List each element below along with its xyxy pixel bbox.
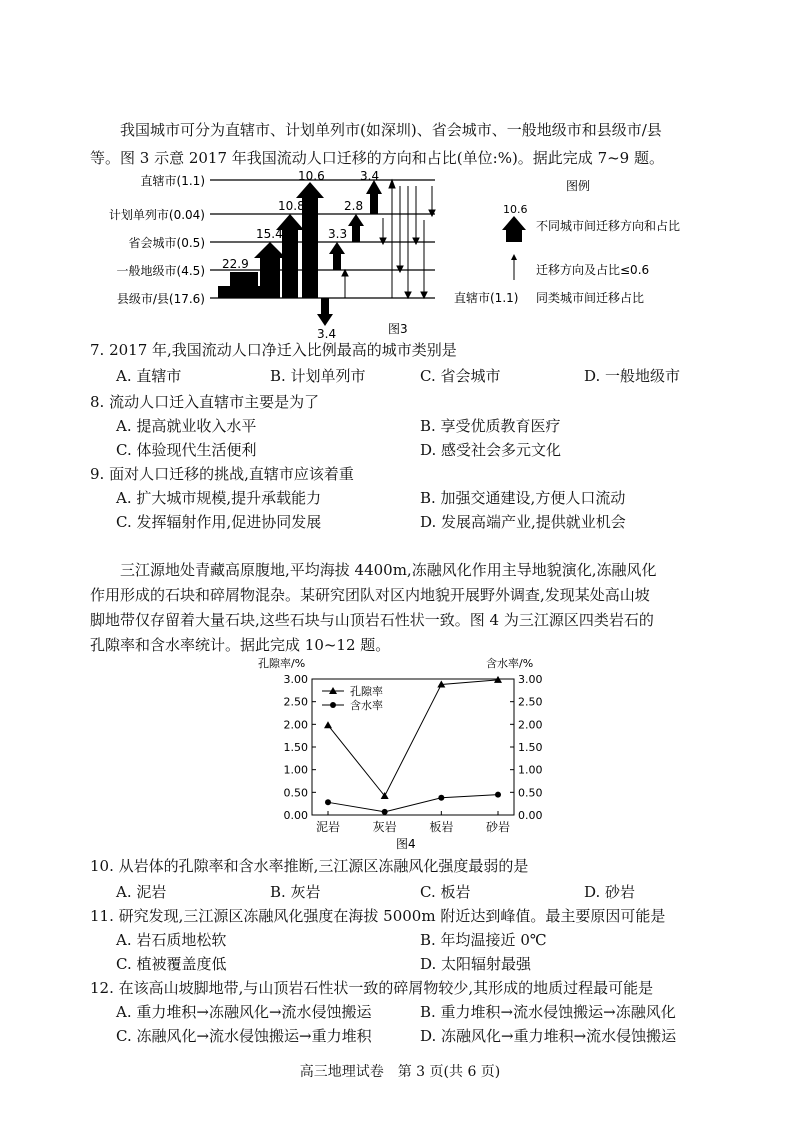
left-tick-label: 2.50 — [283, 695, 308, 709]
fig3-value-label: 10.8 — [278, 199, 305, 213]
fig3-row-label: 省会城市(0.5) — [128, 236, 205, 250]
right-tick-label: 0.50 — [518, 786, 543, 800]
q7-option-d[interactable]: D. 一般地级市 — [584, 367, 681, 385]
figure-4-chart — [256, 655, 556, 855]
legend-same-label: 直辖市(1.1) — [454, 291, 519, 305]
intro1-line1: 我国城市可分为直辖市、计划单列市(如深圳)、省会城市、一般地级市和县级市/县 — [120, 121, 662, 139]
left-tick-label: 1.00 — [283, 763, 308, 777]
q11-option-a[interactable]: A. 岩石质地松软 — [116, 931, 227, 949]
q12-stem: 12. 在该高山坡脚地带,与山顶岩石性状一致的碎屑物较少,其形成的地质过程最可能是 — [90, 979, 654, 997]
fig3-row-label: 县级市/县(17.6) — [116, 292, 205, 306]
triangle-point — [324, 721, 332, 728]
arrow-3.3 — [329, 242, 345, 270]
fig4-caption: 图4 — [396, 837, 416, 851]
intro2-line4: 孔隙率和含水率统计。据此完成 10~12 题。 — [90, 636, 391, 654]
q10-option-c[interactable]: C. 板岩 — [420, 883, 471, 901]
legend-title: 图例 — [566, 179, 591, 193]
q9-option-a[interactable]: A. 扩大城市规模,提升承载能力 — [116, 489, 322, 507]
q9-option-d[interactable]: D. 发展高端产业,提供就业机会 — [420, 513, 626, 531]
q12-option-c[interactable]: C. 冻融风化→流水侵蚀搬运→重力堆积 — [116, 1027, 372, 1045]
q11-option-d[interactable]: D. 太阳辐射最强 — [420, 955, 532, 973]
intro2-line3: 脚地带仅存留着大量石块,这些石块与山顶岩石性状一致。图 4 为三江源区四类岩石的 — [90, 611, 654, 629]
fig3-value-label: 22.9 — [222, 257, 249, 271]
q11-option-c[interactable]: C. 植被覆盖度低 — [116, 955, 227, 973]
legend-thin-arrow-icon — [511, 254, 517, 260]
x-tick-label: 灰岩 — [372, 820, 397, 834]
fig3-value-label: 3.3 — [328, 227, 348, 241]
arrow-3.4-up — [366, 180, 382, 214]
right-tick-label: 0.00 — [518, 809, 543, 822]
right-tick-label: 2.50 — [518, 695, 543, 709]
x-tick-label: 砂岩 — [485, 820, 511, 834]
page-footer: 高三地理试卷 第 3 页(共 6 页) — [299, 1064, 501, 1080]
legend-label: 孔隙率 — [350, 685, 383, 698]
q10-option-d[interactable]: D. 砂岩 — [584, 883, 636, 901]
q9-stem: 9. 面对人口迁移的挑战,直辖市应该着重 — [90, 465, 354, 483]
q8-option-b[interactable]: B. 享受优质教育医疗 — [420, 417, 561, 435]
legend-circle-icon — [330, 702, 336, 708]
fig3-caption: 图3 — [388, 322, 408, 336]
fig3-row-label: 直辖市(1.1) — [140, 174, 205, 188]
x-tick-label: 泥岩 — [315, 820, 341, 834]
q8-option-a[interactable]: A. 提高就业收入水平 — [116, 417, 257, 435]
circle-point — [382, 809, 388, 815]
q10-stem: 10. 从岩体的孔隙率和含水率推断,三江源区冻融风化强度最弱的是 — [90, 857, 529, 875]
legend-big-text: 不同城市间迁移方向和占比 — [536, 219, 681, 233]
right-tick-label: 3.00 — [518, 673, 543, 686]
right-tick-label: 1.50 — [518, 741, 543, 754]
fig3-legend — [454, 178, 680, 305]
q8-option-c[interactable]: C. 体验现代生活便利 — [116, 441, 257, 459]
legend-big-value: 10.6 — [503, 203, 528, 216]
fig3-row-label: 计划单列市(0.04) — [108, 208, 205, 222]
intro2-line2: 作用形成的石块和碎屑物混杂。某研究团队对区内地貌开展野外调查,发现某处高山坡 — [90, 586, 650, 604]
arrow-2.8 — [348, 214, 364, 242]
x-tick-label: 板岩 — [429, 820, 454, 834]
q7-stem: 7. 2017 年,我国流动人口净迁入比例最高的城市类别是 — [90, 341, 457, 359]
q11-stem: 11. 研究发现,三江源区冻融风化强度在海拔 5000m 附近达到峰值。最主要原因可能是 — [90, 907, 666, 925]
circle-point — [438, 795, 444, 801]
circle-point — [325, 799, 331, 805]
q8-option-d[interactable]: D. 感受社会多元文化 — [420, 441, 562, 459]
right-tick-label: 1.00 — [518, 763, 543, 777]
q12-option-a[interactable]: A. 重力堆积→冻融风化→流水侵蚀搬运 — [116, 1003, 372, 1021]
q12-option-b[interactable]: B. 重力堆积→流水侵蚀搬运→冻融风化 — [420, 1003, 676, 1021]
intro1-line2: 等。图 3 示意 2017 年我国流动人口迁移的方向和占比(单位:%)。据此完成 7~9 题。 — [90, 149, 664, 167]
intro2-line1: 三江源地处青藏高原腹地,平均海拔 4400m,冻融风化作用主导地貌演化,冻融风化 — [120, 561, 657, 579]
left-tick-label: 3.00 — [283, 673, 308, 686]
left-axis-label: 孔隙率/% — [258, 657, 306, 670]
legend-label: 含水率 — [350, 699, 383, 712]
arrow-3.4-down — [317, 298, 333, 326]
left-tick-label: 2.00 — [283, 718, 308, 732]
legend-same-text: 同类城市间迁移占比 — [536, 291, 645, 305]
circle-point — [495, 792, 501, 798]
q8-stem: 8. 流动人口迁入直辖市主要是为了 — [90, 393, 320, 411]
fig3-row-label: 一般地级市(4.5) — [116, 264, 205, 278]
q7-option-a[interactable]: A. 直辖市 — [116, 367, 182, 385]
q7-option-b[interactable]: B. 计划单列市 — [270, 367, 366, 385]
series-line-2 — [328, 795, 498, 812]
q10-option-a[interactable]: A. 泥岩 — [116, 883, 167, 901]
q11-option-b[interactable]: B. 年均温接近 0℃ — [420, 931, 547, 949]
fig3-value-label: 10.6 — [298, 169, 325, 183]
q9-option-c[interactable]: C. 发挥辐射作用,促进协同发展 — [116, 513, 322, 531]
q12-option-d[interactable]: D. 冻融风化→重力堆积→流水侵蚀搬运 — [420, 1027, 677, 1045]
left-tick-label: 0.00 — [283, 809, 308, 822]
left-tick-label: 0.50 — [283, 786, 308, 800]
fig3-value-label: 3.4 — [360, 169, 380, 183]
right-tick-label: 2.00 — [518, 718, 543, 732]
figure-3 — [0, 168, 800, 338]
legend-thin-text: 迁移方向及占比≤0.6 — [536, 263, 650, 277]
fig3-value-label: 15.4 — [256, 227, 283, 241]
right-axis-label: 含水率/% — [486, 657, 534, 670]
q7-option-c[interactable]: C. 省会城市 — [420, 367, 501, 385]
legend-big-arrow-icon — [502, 216, 526, 242]
fig3-value-label: 2.8 — [344, 199, 364, 213]
fig3-value-label: 3.4 — [317, 327, 337, 338]
q9-option-b[interactable]: B. 加强交通建设,方便人口流动 — [420, 489, 626, 507]
q10-option-b[interactable]: B. 灰岩 — [270, 883, 321, 901]
plot-frame — [312, 679, 514, 815]
left-tick-label: 1.50 — [283, 741, 308, 754]
